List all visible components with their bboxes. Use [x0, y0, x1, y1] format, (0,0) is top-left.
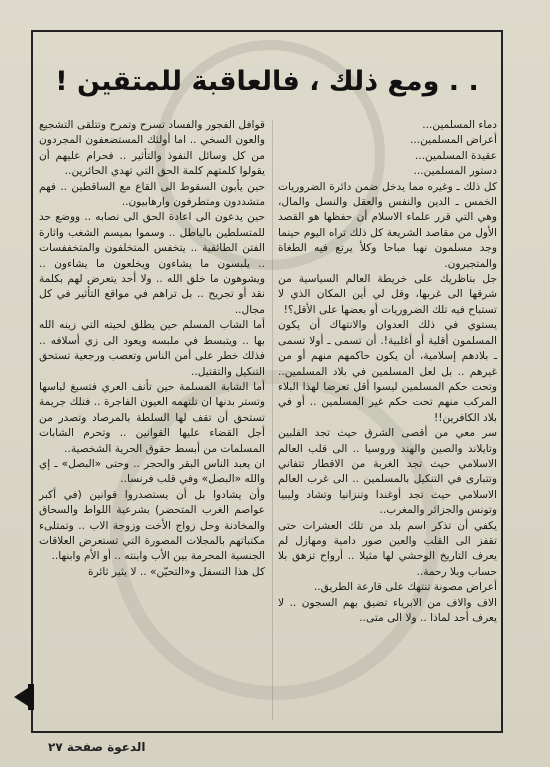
right-paragraph: دماء المسلمين... أعراض المسلمين... عقيدة المسلمين... دستور المسلمين...: [410, 119, 497, 178]
right-paragraph: جل بناظريك على خريطة العالم السياسية من شرقها الى غربها، وقل لي أين المكان الذي لا تستباح فيه تلك الضروريات أو بعضها على الأقل؟!: [278, 273, 497, 316]
left-paragraph: كل هذا التسفل و«التحيّن» .. لا يثير ثائرة: [88, 565, 265, 578]
magazine-name: الدعوة: [107, 740, 146, 754]
left-paragraph: وأن يشادوا بل أن يستصدروا قوانين (في أكبر عواصم الغرب المتحضر) بشرعية اللواط والسحاق والمخادنة وحل زواج الأخت وزوجة الاب .. وتمتلىء مكتباتهم بالمجلات المصورة التي تستعرض العلاقات الجنسية المحرمة بين الأب وابنته .. أو الأم وابنها..: [39, 488, 265, 563]
left-paragraph: حين يأبون السقوط الى القاع مع الساقطين .. فهم متشددون ومتطرفون وارهابيون..: [39, 180, 265, 209]
right-paragraph: سر معي من أقصى الشرق حيث تجد الفلبين وتايلاند والصين والهند وروسيا .. الى قلب العالم الاسلامي حيث تجد الغربة من الاقطار تتفاني وتتبارى في التنكيل بالمسلمين .. الى غرب العالم الاسلامي حيث تجد أوغندا وتنزانيا وتشاد وليبيا وتونس والجزائر والمغرب..: [278, 427, 497, 517]
right-column: [278, 118, 497, 626]
page-number: صفحة ٢٧: [48, 740, 103, 754]
left-paragraph: أما الشابة المسلمة حين تأنف العري فتسبغ لباسها وتستر بدنها ان تلتهمه العيون الفاجرة .. فتلك جريمة تستحق أن تقف لها السلطة بالمرصاد وتصدر من أجل القضاء عليها القوانين .. وتحرم الشابات المسلمات من أبسط حقوق الحرية الشخصية..: [39, 380, 265, 455]
left-paragraph: أما الشاب المسلم حين يطلق لحيته التي زينه الله بها .. ويتبسط في ملبسه ويعود الى زي أسلافه .. فذلك خطر على أمن الناس وتعصب ورجعية تستحق التنكيل والتقتيل..: [39, 319, 265, 378]
right-paragraph: يكفي أن تذكر اسم بلد من تلك العشرات حتى تقفز الى القلب والعين صور دامية ومهازل لم يعرف التاريخ الوحشي لها مثيلا .. أرواح تزهق بلا حساب وبلا رحمة..: [278, 519, 497, 578]
page-footer: [48, 740, 146, 754]
left-paragraph: حين يدعون الى اعادة الحق الى نصابه .. ووضع حد للمتسلطين بالباطل .. وسموا بميسم الشغب واثارة الفتن الطائفية .. يتخفس المتخلفون والمتخففسات .. يلبسون ما يشاءون ويخلعون ما يشاءون .. ويشوهون ما خلق الله .. ولا أحد يتعرض لهم بكلمة نقد أو تجريح .. بل تراهم في مواقع التأثير في كل مجال..: [39, 211, 265, 316]
column-divider: [272, 120, 273, 720]
right-paragraph: كل ذلك ـ وغيره مما يدخل ضمن دائرة الضروريات الخمس ـ الدين والنفس والعقل والنسل والمال، وهي التي قرر علماء الاسلام أن حفظها هو القصد الأول من مقاصد الشريعة كل ذلك تراه اليوم حينما وجد مسلمون نهبا مباحا وكلأ يرتع فيه الطغاة والمتجبرون.: [278, 180, 497, 270]
right-paragraph: الاف والاف من الابرياء تضيق بهم السجون .. لا يعرف أحد لماذا .. ولا الى متى..: [278, 596, 497, 624]
continue-arrow-icon: [14, 688, 28, 706]
right-paragraph: يستوي في ذلك العدوان والانتهاك أن يكون المسلمون أقلية أو أغلبية!. أن تسمى ـ أولا تسمى ـ بلادهم إسلامية، أن يكون حاكمهم منهم أو من غيرهم .. بل لعل المسلمين في بلاد المسلمين.. وتحت حكم المسلمين ليسوا أقل تعرضا لهذا البلاء المركب منهم تحت حكم غير المسلمين .. أو في بلاد الكافرين!!: [278, 319, 497, 424]
left-paragraph: ان يعبد الناس البقر والحجر .. وحتى «البصل» ـ إي والله «البصل» وفي قلب فرنسا..: [39, 457, 265, 486]
continue-arrow-bar: [28, 684, 34, 710]
left-paragraph: قوافل الفجور والفساد تسرح وتمرح وتتلقى التشجيع والعون السخي .. اما أولئك المستضعفون المجردون من كل وسائل النفوذ والتأثير .. فحرام عليهم أن يقولوا كلمتهم كلمة الحق التي تهدي الحائرين..: [39, 119, 265, 178]
left-column: [39, 118, 265, 580]
article-title: . . ومع ذلك ، فالعاقبة للمتقين !: [55, 66, 479, 97]
right-paragraph: أعراض مصونة تنتهك على قارعة الطريق..: [313, 581, 497, 594]
